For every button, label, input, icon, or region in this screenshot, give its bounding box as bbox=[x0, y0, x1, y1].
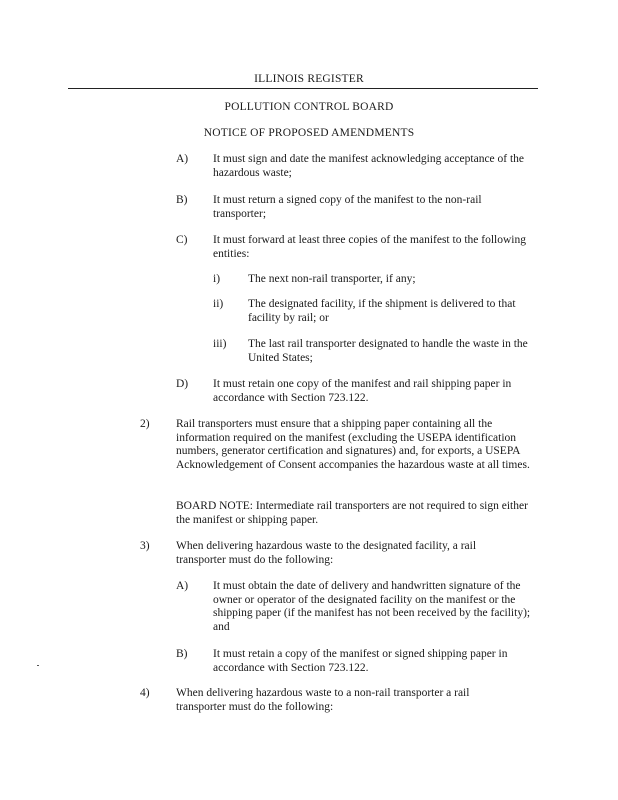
item-d-label: D) bbox=[176, 378, 189, 390]
item-b-text: It must return a signed copy of the manifest to the non-rail transporter; bbox=[213, 194, 482, 220]
item-c-ii-text: The designated facility, if the shipment is delivered to that facility by rail; or bbox=[248, 298, 516, 324]
para-2-text: Rail transporters must ensure that a shipping paper containing all the information required on the manifest (excluding the USEPA identification numbers, generator certification and signatures) and, for exports, a USEPA Acknowledgement of Consent accompanies the hazardous waste at all times. bbox=[176, 418, 530, 471]
board-note: BOARD NOTE: Intermediate rail transporters are not required to sign either the manifest or shipping paper. bbox=[176, 500, 528, 526]
para-3-a-label: A) bbox=[176, 580, 189, 592]
item-c-i-text: The next non-rail transporter, if any; bbox=[248, 273, 416, 285]
para-3-label: 3) bbox=[140, 540, 150, 552]
register-title: ILLINOIS REGISTER bbox=[254, 73, 364, 85]
header-rule bbox=[68, 88, 538, 89]
item-a-label: A) bbox=[176, 153, 189, 165]
para-3-b-label: B) bbox=[176, 648, 188, 660]
item-b-label: B) bbox=[176, 194, 188, 206]
para-3-text: When delivering hazardous waste to the designated facility, a rail transporter must do the following: bbox=[176, 540, 477, 566]
item-c-ii-label: ii) bbox=[213, 298, 224, 310]
item-a-text: It must sign and date the manifest acknowledging acceptance of the hazardous waste; bbox=[213, 153, 525, 179]
board-title: POLLUTION CONTROL BOARD bbox=[224, 101, 394, 113]
item-c-label: C) bbox=[176, 234, 188, 246]
item-c-iii-label: iii) bbox=[213, 338, 227, 350]
item-d-text: It must retain one copy of the manifest and rail shipping paper in accordance with Section 723.122. bbox=[213, 378, 512, 404]
para-4-text: When delivering hazardous waste to a non-rail transporter a rail transporter must do the following: bbox=[176, 687, 470, 713]
scan-speck bbox=[37, 665, 39, 666]
para-3-a-text: It must obtain the date of delivery and handwritten signature of the owner or operator of the designated facility on the manifest or the shipping paper (if the manifest has not been received by the facility); and bbox=[213, 580, 531, 633]
item-c-iii-text: The last rail transporter designated to handle the waste in the United States; bbox=[248, 338, 528, 364]
para-4-label: 4) bbox=[140, 687, 150, 699]
para-2-label: 2) bbox=[140, 418, 150, 430]
notice-title: NOTICE OF PROPOSED AMENDMENTS bbox=[203, 127, 415, 139]
para-3-b-text: It must retain a copy of the manifest or signed shipping paper in accordance with Section 723.122. bbox=[213, 648, 508, 674]
item-c-i-label: i) bbox=[213, 273, 221, 285]
item-c-text: It must forward at least three copies of the manifest to the following entities: bbox=[213, 234, 526, 260]
